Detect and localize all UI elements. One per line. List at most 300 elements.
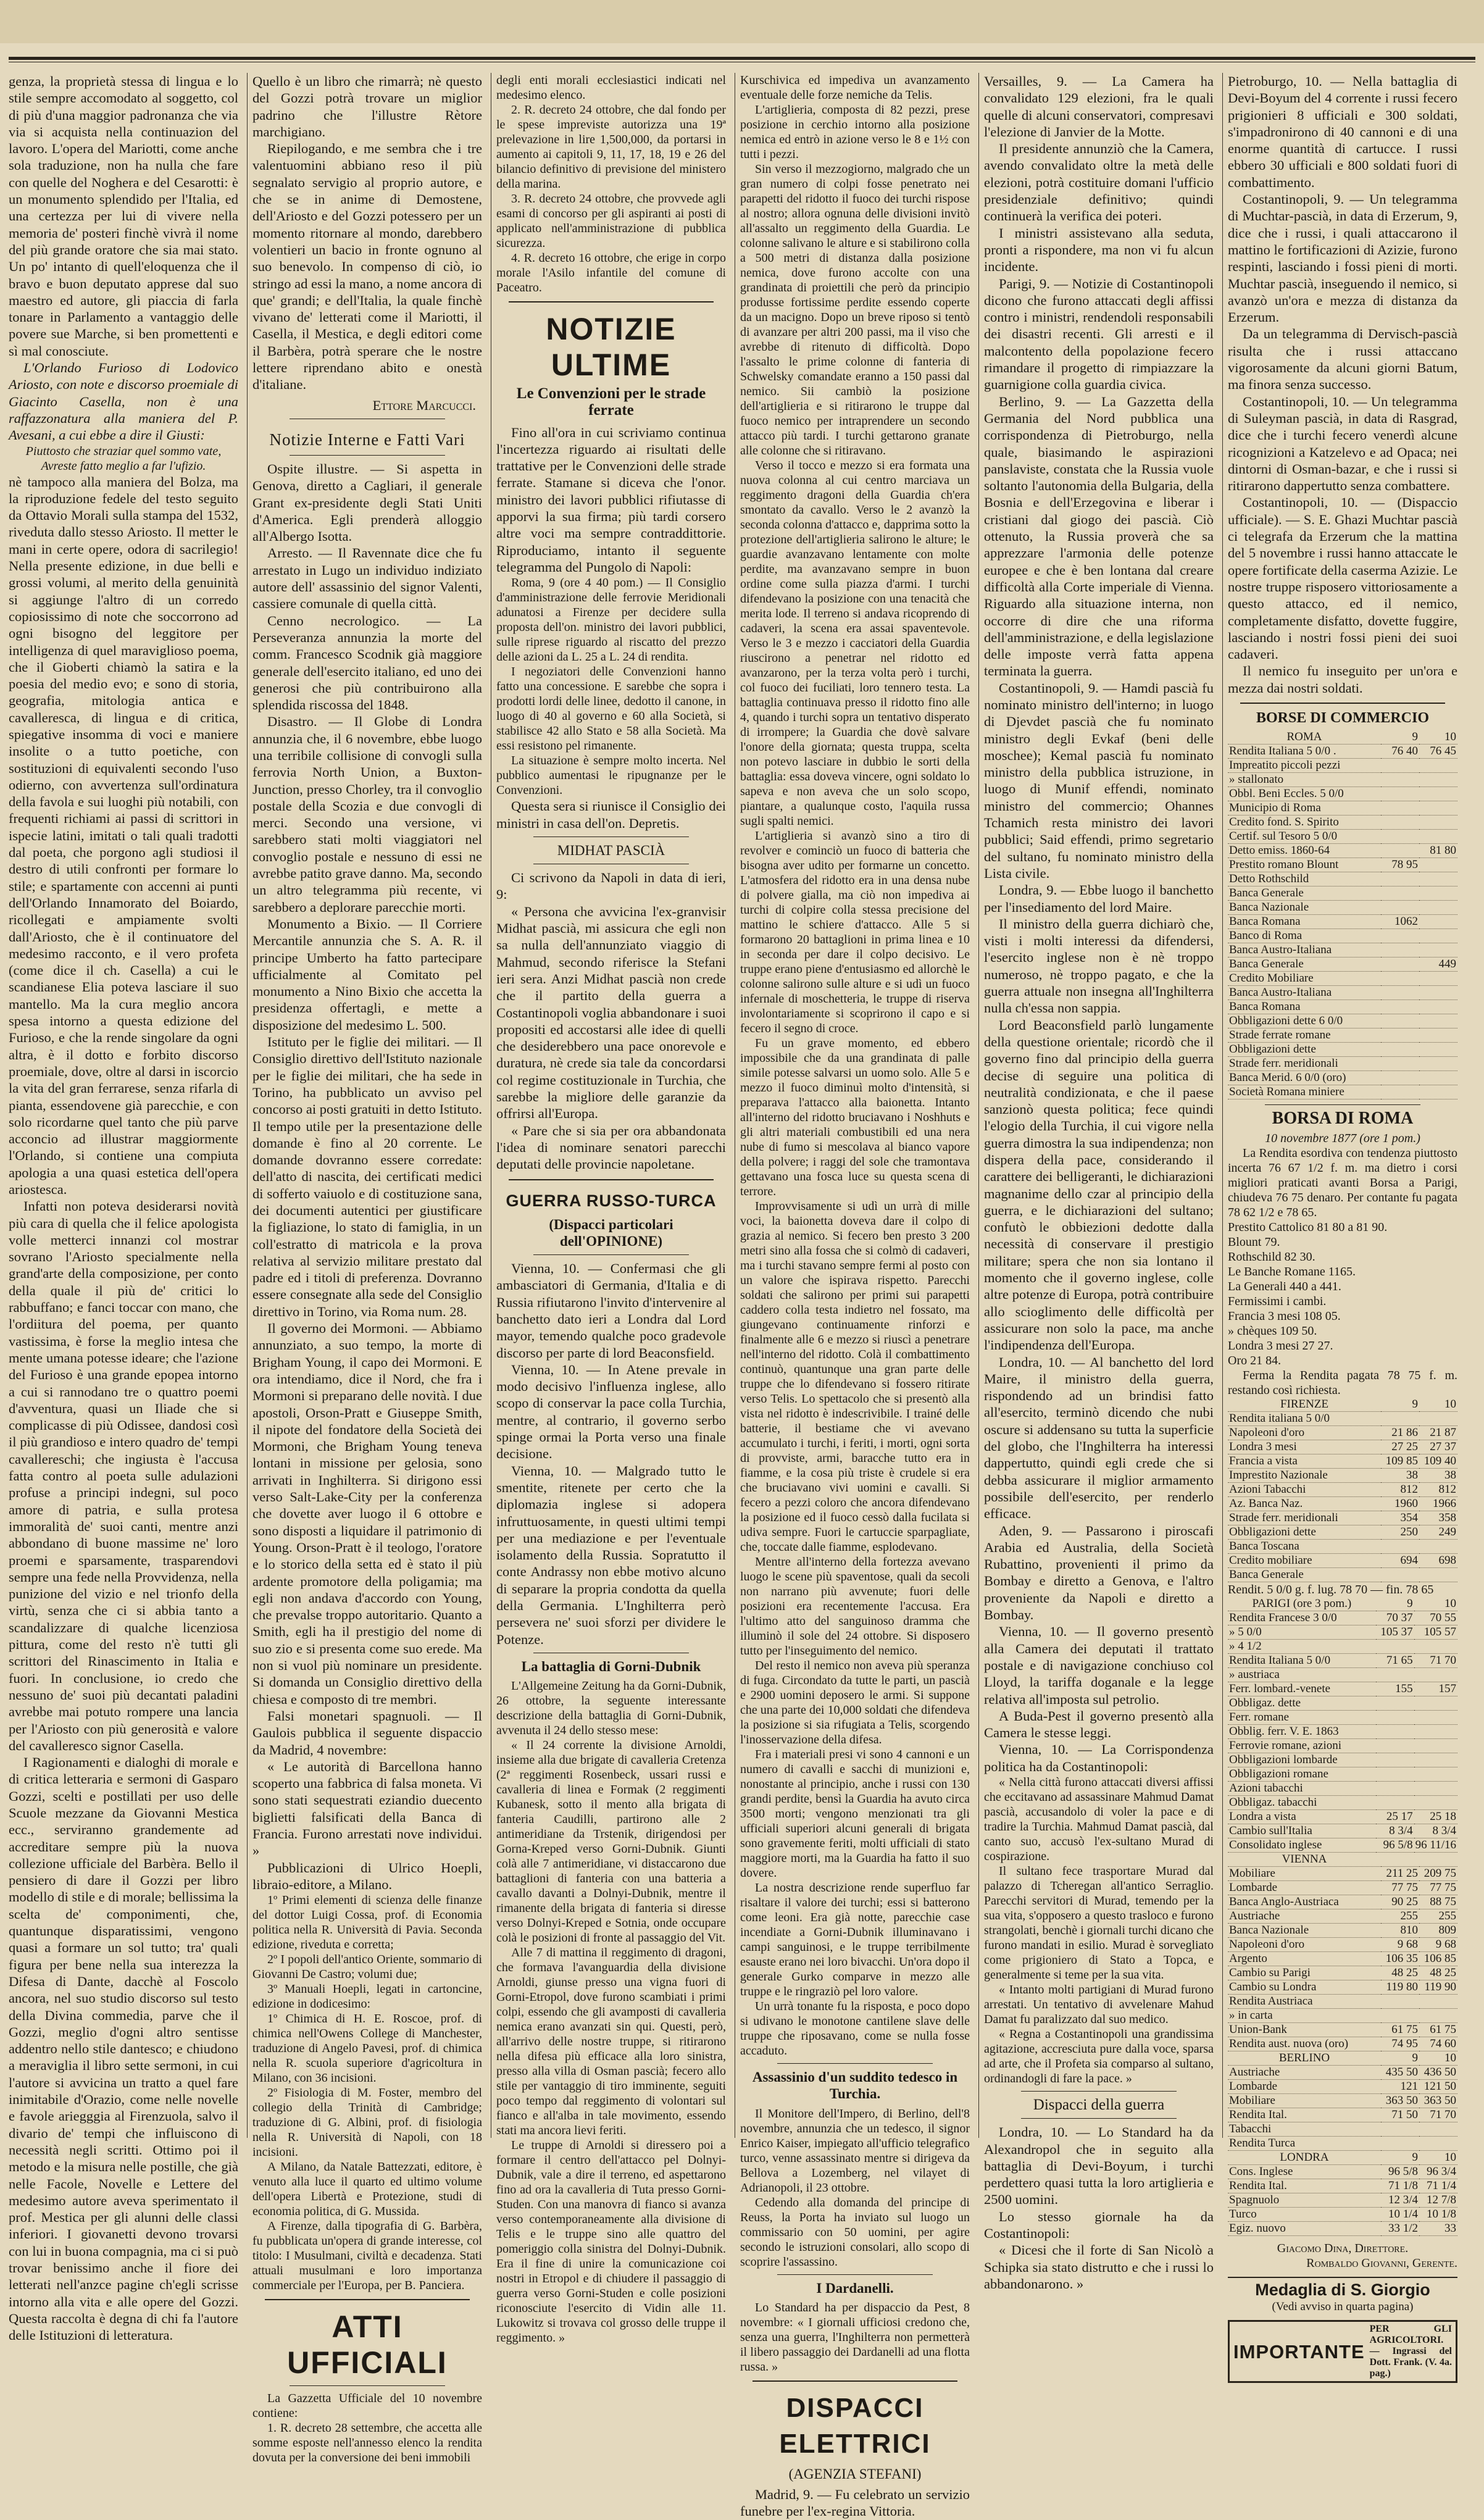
- table-cell: 694: [1381, 1553, 1419, 1567]
- table-cell: [1419, 830, 1457, 844]
- table-row: [1228, 787, 1457, 801]
- table-header: [1419, 1853, 1457, 1867]
- article-paragraph: L'artiglieria, composta di 82 pezzi, prese posizione in cerchio intorno alla posizione nemica ed entrò in azione verso le 8 e 1½ con tutti i pezzi.: [740, 103, 970, 161]
- table-cell: [1414, 1781, 1457, 1795]
- table-cell: [1381, 1028, 1419, 1043]
- table-cell: Detto Rothschild: [1228, 872, 1381, 887]
- article-paragraph: La nostra descrizione rende superfluo far risaltare il valore dei turchi; essi si batterono come leoni. Era già notte, parecchie case incendiate a Gorni-Dubnik illuminavano i campi sanguinosi, e le truppe terribilmente esauste erano nei loro bivacchi. Un'ora dopo il generale Gurko comparve in mezzo alle truppe e le ringraziò pel loro valore.: [740, 1881, 970, 1998]
- table-cell: [1381, 958, 1419, 972]
- table-row: [1228, 1724, 1457, 1738]
- table-cell: 77 75: [1381, 1880, 1419, 1895]
- table-cell: Az. Banca Naz.: [1228, 1496, 1381, 1511]
- table-cell: [1419, 787, 1457, 801]
- table-cell: [1414, 1710, 1457, 1724]
- rates-table-parigi: [1228, 1597, 1457, 1853]
- market-line: Oro 21 84.: [1228, 1353, 1282, 1367]
- section-heading: Notizie Interne e Fatti Vari: [269, 430, 465, 449]
- article-paragraph: Roma, 9 (ore 4 40 pom.) — Il Consiglio d'amministrazione delle ferrovie Meridionali adunatosi a Firenze per decidere sulla proposta dell'on. ministro dei lavori pubblici, sulle riprese riguardo al riscatto del prezzo delle azioni da L. 25 a L. 24 di rendita.: [496, 576, 726, 664]
- table-row: [1228, 1994, 1457, 2008]
- table-row: [1228, 1496, 1457, 1511]
- table-cell: 8 3/4: [1376, 1824, 1414, 1838]
- table-cell: [1419, 901, 1457, 915]
- article-paragraph: Questa sera si riunisce il Consiglio dei ministri in casa dell'on. Depretis.: [496, 798, 726, 831]
- table-cell: Rendita Turca: [1228, 2136, 1381, 2150]
- table-row: [1228, 1411, 1457, 1425]
- table-cell: Ferr. romane: [1228, 1710, 1376, 1724]
- table-cell: [1414, 1724, 1457, 1738]
- table-row: [1228, 1682, 1457, 1696]
- table-cell: 810: [1381, 1923, 1419, 1937]
- table-cell: [1419, 1028, 1457, 1043]
- table-cell: 71 70: [1419, 2108, 1457, 2122]
- table-header: 10: [1419, 730, 1457, 745]
- table-cell: [1419, 759, 1457, 773]
- section-title-atti: ATTI UFFICIALI: [287, 2309, 448, 2380]
- table-row: [1228, 2193, 1457, 2207]
- table-cell: Società Romana miniere: [1228, 1085, 1381, 1099]
- table-cell: [1414, 1738, 1457, 1753]
- news-item: Falsi monetari spagnuoli. — Il Gaulois pubblica il seguente dispaccio da Madrid, 4 novembre:: [252, 1708, 482, 1758]
- table-row: [1228, 2136, 1457, 2150]
- table-cell: 76 45: [1419, 745, 1457, 759]
- table-cell: Banco di Roma: [1228, 929, 1381, 943]
- director-line: Giacomo Dina, Direttore.: [1277, 2241, 1409, 2255]
- table-cell: [1381, 1071, 1419, 1085]
- table-cell: [1381, 887, 1419, 901]
- table-header-row: [1228, 730, 1457, 745]
- news-item: A Milano, da Natale Battezzati, editore, è venuto alla luce il quarto ed ultimo volume dell'opera Libertà e Protezione, studi di economia politica, di G. Mussida.: [252, 2160, 482, 2219]
- table-cell: Rendita Austriaca: [1228, 1994, 1381, 2008]
- rates-table-roma: [1228, 730, 1457, 1099]
- table-cell: [1381, 787, 1419, 801]
- table-cell: [1376, 1696, 1414, 1710]
- table-cell: 12 7/8: [1419, 2193, 1457, 2207]
- table-cell: 698: [1419, 1553, 1457, 1567]
- article-signature: Ettore Marcucci.: [372, 397, 476, 413]
- table-header: BERLINO: [1228, 2051, 1381, 2066]
- table-cell: [1381, 901, 1419, 915]
- news-item: Istituto per le figlie dei militari. — Il Consiglio direttivo dell'Istituto nazionale per le figlie dei militari, che ha sede in Torino, ha pubblicato un avviso pel concorso ai posti gratuiti in detto Istituto. Il tempo utile per la presentazione delle domande è fino al 20 corrente. Le domande dovranno essere corredate: dell'atto di nascita, dei certificati medici di sofferto vaiuolo e di costituzione sana, dei documenti autentici per giustificare la figliazione, lo stato di famiglia, in un coll'estratto di matricola e la prova relativa al servizio militare prestato dal padre ed i titoli di preferenza. Dovranno essere consegnate alla sede del Consiglio direttivo in Torino, via Roma num. 28.: [252, 1034, 482, 1319]
- table-row: [1228, 1809, 1457, 1824]
- article-paragraph: I negoziatori delle Convenzioni hanno fatto una concessione. E sarebbe che sopra i prodotti lordi delle linee, dedotto il canone, in luogo di 40 al governo e 60 alla Società, si stabilisce 42 allo Stato e 58 alla Società. Ma essi resistono pel rimanente.: [496, 665, 726, 753]
- table-row: [1228, 1753, 1457, 1767]
- table-header: 9: [1376, 1597, 1414, 1611]
- table-cell: [1419, 858, 1457, 872]
- table-row: [1228, 1028, 1457, 1043]
- article-paragraph: Le truppe di Arnoldi si diressero poi a formare il centro dell'attacco pel Dolnyi-Dubnik, vale a dire il terreno, ed aspettarono fino ad ora la cavalleria di Tuta presso Gorni-Studen. Con una manovra di fianco si avanza verso contemporaneamente alla divisione di Telis e le truppe sino alle quattro del pomeriggio colla sinistra del Dolnyi-Dubnik. Era il fine di unire la comunicazione coi nostri in Etropol e di chiudere il passaggio di guerra verso Gorni-Studen e colle posizioni riconosciute l'esercito di Vidin alle 11. Lukowitz si trovava col grosso delle truppe il reggimento. »: [496, 2138, 726, 2345]
- table-cell: [1419, 986, 1457, 1000]
- table-cell: [1381, 1014, 1419, 1028]
- article-paragraph: 4. R. decreto 16 ottobre, che erige in corpo morale l'Asilo infantile del comune di Paceatro.: [496, 251, 726, 294]
- table-cell: [1381, 986, 1419, 1000]
- table-cell: Cambio su Parigi: [1228, 1966, 1381, 1980]
- table-row: [1228, 858, 1457, 872]
- table-cell: [1419, 1043, 1457, 1057]
- table-cell: Rendita Francese 3 0/0: [1228, 1611, 1376, 1625]
- table-row: [1228, 1014, 1457, 1028]
- date-line: 10 novembre 1877 (ore 1 pom.): [1265, 1131, 1420, 1145]
- table-cell: Obbl. Beni Eccles. 5 0/0: [1228, 787, 1381, 801]
- table-cell: [1419, 887, 1457, 901]
- table-row: [1228, 844, 1457, 858]
- table-cell: [1381, 972, 1419, 986]
- table-cell: [1381, 801, 1419, 816]
- news-item: A Firenze, dalla tipografia di G. Barbèra, fu pubblicata un'opera di grande interesse, col titolo: I Musulmani, civiltà e decadenza. Stati attuali musulmani e loro importanza commerciale per l'Europa, per B. Panciera.: [252, 2219, 482, 2293]
- table-row: [1228, 2079, 1457, 2093]
- news-item: 3º Manuali Hoepli, legati in cartoncine, edizione in dodicesimo:: [252, 1982, 482, 2011]
- table-row: [1228, 1071, 1457, 1085]
- manager-line: Rombaldo Giovanni, Gerente.: [1306, 2256, 1457, 2270]
- table-cell: 61 75: [1419, 2022, 1457, 2037]
- table-cell: Azioni Tabacchi: [1228, 1482, 1381, 1496]
- article-paragraph: La situazione è sempre molto incerta. Nel pubblico aumentasi le ripugnanze per le Convenzioni.: [496, 754, 726, 798]
- table-cell: 48 25: [1419, 1966, 1457, 1980]
- market-line: Rendit. 5 0/0 g. f. lug. 78 70 — fin. 78 65: [1228, 1582, 1434, 1596]
- table-cell: [1376, 1639, 1414, 1653]
- table-cell: Banca Generale: [1228, 1567, 1381, 1582]
- table-row: [1228, 1980, 1457, 1994]
- table-cell: Obbligazioni dette 6 0/0: [1228, 1014, 1381, 1028]
- table-cell: Rendita Italiana 5 0/0: [1228, 1653, 1376, 1667]
- table-row: [1228, 1710, 1457, 1724]
- market-line: Fermissimi i cambi.: [1228, 1294, 1327, 1308]
- news-item: Pubblicazioni di Ulrico Hoepli, libraio-editore, a Milano.: [252, 1859, 482, 1892]
- table-cell: [1381, 844, 1419, 858]
- market-report: La Rendita esordiva con tendenza piuttosto incerta 76 67 1/2 f. m. ma dietro i corsi migliori praticati avanti Borsa a Parigi, chiudeva 76 75 denaro. Per contante fu pagata 78 62 1/2 e 78 65.: [1228, 1146, 1457, 1219]
- article-paragraph: 1. R. decreto 28 settembre, che accetta alle somme esposte nell'annesso elenco la rendita dovuta per la conversione dei beni immobili: [252, 2421, 482, 2465]
- table-cell: 76 40: [1381, 745, 1419, 759]
- table-cell: [1381, 816, 1419, 830]
- table-header: 10: [1419, 2051, 1457, 2066]
- table-cell: 71 1/4: [1419, 2179, 1457, 2193]
- table-row: [1228, 2207, 1457, 2221]
- table-cell: [1419, 773, 1457, 787]
- table-cell: 27 25: [1381, 1440, 1419, 1454]
- article-paragraph: genza, la proprietà stessa di lingua e lo stile sempre accomodato al soggetto, col di più d'una maggior padronanza che via via si acquista nella continuazion del lavoro. L'opera del Mariotti, come anche sola traduzione, non ha nulla che fare con quelle del Noghera e del Cesarotti: è un monumento splendido per l'Italia, ed una certezza per lui di vivere nella memoria de' posteri finchè vivrà il nome del più grande oratore che sia mai stato. Un po' intanto di quell'eloquenza che il bravo e buon deputato apprese dal suo maestro ed autore, gli piaccia di farla tonare in Parlamento a vantaggio delle povere sue Marche, si ben promettenti e sì mal conosciute.: [9, 73, 238, 359]
- table-row: [1228, 1895, 1457, 1909]
- table-cell: [1414, 1795, 1457, 1809]
- dispatch: Costantinopoli, 9. — Un telegramma di Muchtar-pascià, in data di Erzerum, 9, dice che i russi, i quali attaccarono il mattino le fortificazioni di Azizie, furono respinti, lasciando i fossi pieni di morti. Muchtar pascià, inseguendo il nemico, si avanzò un'ora e mezza di distanza da Erzerum.: [1228, 191, 1457, 325]
- table-cell: 109 85: [1381, 1454, 1419, 1468]
- table-cell: [1419, 929, 1457, 943]
- article-paragraph: degli enti morali ecclesiastici indicati nel medesimo elenco.: [496, 73, 726, 102]
- table-cell: 105 57: [1414, 1625, 1457, 1639]
- table-cell: » 4 1/2: [1228, 1639, 1376, 1653]
- table-header-row: [1228, 1853, 1457, 1867]
- table-cell: Obbligazioni dette: [1228, 1525, 1381, 1539]
- table-row: [1228, 1625, 1457, 1639]
- table-cell: Obbligazioni lombarde: [1228, 1753, 1376, 1767]
- table-row: [1228, 1482, 1457, 1496]
- market-report: Ferma la Rendita pagata 78 75 f. m. restando così richiesta.: [1228, 1368, 1457, 1397]
- table-row: [1228, 830, 1457, 844]
- table-cell: Napoleoni d'oro: [1228, 1937, 1381, 1951]
- article-paragraph: Lo Standard ha per dispaccio da Pest, 8 novembre: « I giornali ufficiosi credono che, senza una guerra, l'Inghilterra non permetterà il libero passaggio dei Dardanelli ad una flotta russa. »: [740, 2300, 970, 2374]
- table-cell: Strade ferr. meridionali: [1228, 1057, 1381, 1071]
- article-paragraph: Infatti non poteva desiderarsi novità più cara di quella che il felice apologista volle metterci innanzi col mostrar sovrano l'Ariosto specialmente nella grand'arte della composizione, per conto della quale il più de' critici lo rabbuffano; e fanci toccar con mano, che l'ordiitura del poema, per quanto vastissima, è forse la meglio intesa che mente umana potesse ideare; che l'azione del Furioso è una grande epopea intorno a cui si rannodano tre o quattro poemi d'avventura, quasi un Iliade che si complicasse di più Odissee, dandosi così il più grandioso e intero quadro de' tempi cavallereschi; che ingiusta è l'accusa fatta contro al poeta sulle adulazioni profuse a principi indegni, sul poco amore di patria, e sulla protesa immoralità de' suoi canti, mentre anzi abbondano di buone massime ne' loro proemi e sparsamente, trasparendovi sempre una fede nella Provvidenza, nella punizione del vizio e nel trionfo della virtù, senza che ci si abbia tanto a scandalizzare di qualche licenziosa pittura, come del resto n'è tutti gli scrittori del Rinascimento in Italia e fuori. In conclusione, io credo che nessuno de' suoi più decantati paladini avrebbe mai potuto rompere una lancia per l'Ariosto con più generosità e valore del cavalleresco signor Casella.: [9, 1198, 238, 1753]
- table-cell: Ferrovie romane, azioni: [1228, 1738, 1376, 1753]
- table-cell: 25 17: [1376, 1809, 1414, 1824]
- dispatch: Vienna, 10. — Il governo presentò alla Camera dei deputati il trattato postale e di navigazione conchiuso col Lloyd, la tariffa doganale e la legge relativa all'imposta sul petrolio.: [984, 1624, 1214, 1707]
- table-cell: 157: [1414, 1682, 1457, 1696]
- rates-table-berlino: [1228, 2051, 1457, 2151]
- article-paragraph: « Il 24 corrente la divisione Arnoldi, insieme alla due brigate di cavalleria Cretenza (2ª reggimenti Rosenbeck, ussari russi e cavalleria di linea e Formak (2 reggimenti Kubanesk, sotto il mento alla brigata di fanteria Caudilli, partirono alle 2 antimeridiane da Trstenik, dirigendosi per Gorna-Kreped verso Gorni-Dubnik. Giunti colà alle 7 antimeridiane, vi distaccarono due battaglioni di fanteria con una batteria a cavallo davanti a Dolnyi-Dubnik, mentre il rimanente della brigata di fanteria si diresse verso Dolnyi-Kreped e Sotnia, onde occupare colà le posizioni di fronte al passaggio del Vit.: [496, 1738, 726, 1945]
- table-cell: 33 1/2: [1381, 2221, 1419, 2235]
- table-cell: 61 75: [1381, 2022, 1419, 2037]
- news-item: Disastro. — Il Globe di Londra annunzia che, il 6 novembre, ebbe luogo una terribile collisione di convogli sulla ferrovia North Union, a Buxton-Junction, presso Chorley, tra il convoglio postale della Scozia e due convogli di merci. Secondo una versione, vi sarebbero stati molti viaggiatori nel convoglio postale e nessuno di essi ne avrebbe patito grave danno. Ma, secondo un altro telegramma più recente, vi sarebbero a deplorare parecchie morti.: [252, 714, 482, 915]
- table-header-row: [1228, 1597, 1457, 1611]
- dispatch: A Buda-Pest il governo presentò alla Camera le stesse leggi.: [984, 1708, 1214, 1741]
- table-cell: Cambio sull'Italia: [1228, 1824, 1376, 1838]
- table-cell: 354: [1381, 1511, 1419, 1525]
- table-cell: 363 50: [1419, 2093, 1457, 2108]
- table-cell: Rendita Ital.: [1228, 2108, 1381, 2122]
- table-row: [1228, 986, 1457, 1000]
- article-paragraph: 2. R. decreto 24 ottobre, che dal fondo per le spese impreviste autorizza una 19ª prelevazione in lire 1,500,000, da portarsi in aumento ai capitoli 9, 11, 17, 18, 19 e 26 del bilancio definitivo di previsione del ministero della marina.: [496, 103, 726, 191]
- table-row: [1228, 1454, 1457, 1468]
- article-paragraph: La Gazzetta Ufficiale del 10 novembre contiene:: [252, 2392, 482, 2421]
- dispatch: Lord Beaconsfield parlò lungamente della questione orientale; ricordò che il governo fino dal principio della guerra decise di seguire una politica di neutralità condizionata, e che il paese sanzionò questa politica; fece quindi l'elogio della Turchia, il cui vigore nella guerra dimostra la sua indipendenza; non dispera della pace, considerando il carattere dei belligeranti, le dichiarazioni magnanime dello czar al principio della guerra, e le dichiarazioni del sultano; confutò le obbiezioni dedotte dalla necessità di conservare il prestigio militare; spera che non sia lontano il momento che il governo inglese, colle altre potenze di Europa, potrà contribuire allo scioglimento delle difficoltà per assicurare non solo la pace, ma anche l'indipendenza dell'Europa.: [984, 1017, 1214, 1353]
- section-subtitle: Le Convenzioni per le strade ferrate: [516, 385, 706, 419]
- separator: [1021, 2118, 1177, 2119]
- article-paragraph: Vienna, 10. — Malgrado tutto le smentite, ritenete per certo che la diplomazia inglese si adopera infruttuosamente, in questi ultimi tempi per una mediazione e per l'eventuale isolamento della Russia. Sopratutto il conte Andrassy non ebbe motivo alcuno di separare la propria condotta da quella della Germania. L'Inghilterra però persevera ne' suoi sforzi per dividere le Potenze.: [496, 1462, 726, 1647]
- table-header: 10: [1414, 1597, 1457, 1611]
- ad-importante-title: IMPORTANTE: [1233, 2340, 1365, 2363]
- table-header-row: [1228, 1398, 1457, 1412]
- table-header: 10: [1419, 2151, 1457, 2165]
- separator: [533, 1254, 689, 1255]
- table-row: [1228, 887, 1457, 901]
- section-subtitle: (Dispacci particolari dell'OPINIONE): [549, 1216, 673, 1249]
- table-cell: 21 87: [1419, 1425, 1457, 1440]
- table-cell: » 5 0/0: [1228, 1625, 1376, 1639]
- market-line: Prestito Cattolico 81 80 a 81 90.: [1228, 1220, 1388, 1234]
- table-row: [1228, 1824, 1457, 1838]
- separator: [290, 455, 445, 456]
- table-row: [1228, 972, 1457, 986]
- table-cell: Prestito romano Blount: [1228, 858, 1381, 872]
- table-cell: 90 25: [1381, 1895, 1419, 1909]
- table-cell: Mobiliare: [1228, 2093, 1381, 2108]
- table-cell: [1419, 1071, 1457, 1085]
- table-cell: Municipio di Roma: [1228, 801, 1381, 816]
- table-cell: [1419, 1539, 1457, 1553]
- table-row: [1228, 1525, 1457, 1539]
- table-cell: [1419, 2122, 1457, 2136]
- table-cell: 250: [1381, 1525, 1419, 1539]
- table-cell: 71 50: [1381, 2108, 1419, 2122]
- table-cell: [1419, 816, 1457, 830]
- article-paragraph: Riepilogando, e me sembra che i tre valentuomini abbiano reso il più segnalato servigio al proprio autore, e che se in anime di Demostene, dell'Ariosto e del Gozzi potessero per un momento ritornare al mondo, darebbero volentieri un bacio in fronte ognuno al suo benevolo. In compenso di ciò, io stringo ad essi la mano, a nome ancora di que' grandi; e dell'Italia, la quale finchè vivano de' letterati come il Mariotti, il Casella, il Mestica, e degli editori come il Barbèra, potrà sperare che le nostre lettere riprendano abito e onestà d'italiane.: [252, 141, 482, 393]
- news-item: Arresto. — Il Ravennate dice che fu arrestato in Lugo un individuo indiziato autore dell' assassinio del signor Valenti, cassiere comunale di quella città.: [252, 545, 482, 612]
- table-cell: 71 65: [1376, 1653, 1414, 1667]
- rates-table-vienna: [1228, 1853, 1457, 2051]
- stock-exchange-heading: BORSE DI COMMERCIO: [1256, 709, 1430, 726]
- table-cell: [1381, 1994, 1419, 2008]
- article-heading: La battaglia di Gorni-Dubnik: [521, 1658, 701, 1674]
- ad-importante: [1228, 2320, 1457, 2383]
- table-cell: [1376, 1738, 1414, 1753]
- table-row: [1228, 1781, 1457, 1795]
- table-cell: [1381, 773, 1419, 787]
- dispatch: I ministri assistevano alla seduta, pronti a rispondere, ma non vi fu alcun incidente.: [984, 225, 1214, 275]
- table-cell: [1419, 872, 1457, 887]
- dispatch: Londra, 10. — Lo Standard ha da Alexandropol che in seguito alla battaglia di Devi-Boyum, i turchi perdettero quasi tutta la loro artiglieria e 2500 uomini.: [984, 2124, 1214, 2208]
- news-item: 1º Primi elementi di scienza delle finanze del dottor Luigi Cossa, prof. di Economia politica nella R. Università di Pavia. Seconda edizione, riveduta e corretta;: [252, 1893, 482, 1952]
- table-row: [1228, 1085, 1457, 1099]
- article-paragraph: Fino all'ora in cui scriviamo continua l'incertezza riguardo ai risultati delle trattative per le Convenzioni delle strade ferrate. Stamane si diceva che l'onor. ministro dei lavori pubblici rifiutasse di apporvi la sua firma; più tardi corsero altre voci ma sempre contraddittorie. Riproduciamo, intanto il seguente telegramma del Pungolo di Napoli:: [496, 424, 726, 575]
- table-cell: 249: [1419, 1525, 1457, 1539]
- table-cell: [1419, 1014, 1457, 1028]
- market-line: Francia 3 mesi 108 05.: [1228, 1309, 1341, 1323]
- table-row: [1228, 1667, 1457, 1682]
- table-cell: » in carta: [1228, 2008, 1381, 2022]
- table-header: VIENNA: [1228, 1853, 1381, 1867]
- table-row: [1228, 2093, 1457, 2108]
- table-cell: 119 90: [1419, 1980, 1457, 1994]
- table-cell: [1419, 943, 1457, 958]
- table-row: [1228, 2008, 1457, 2022]
- table-row: [1228, 2164, 1457, 2179]
- table-cell: [1419, 1994, 1457, 2008]
- table-row: [1228, 1923, 1457, 1937]
- article-paragraph: Cedendo alla domanda del principe di Reuss, la Porta ha inviato sul luogo un commissario con 50 uomini, per agire secondo le istruzioni consolari, allo scopo di scoprire l'assassino.: [740, 2195, 970, 2269]
- table-row: [1228, 1795, 1457, 1809]
- article-paragraph: Del resto il nemico non aveva più speranza di fuga. Circondato da tutte le parti, un pascià e 2900 uomini deposero le armi. Si suppone che una parte dei 10,000 soldati che difendeva la posizione si sia rifugiata a Telis, scorgendo l'inosservazione della difesa.: [740, 1659, 970, 1746]
- news-item: 2º Fisiologia di M. Foster, membro del collegio della Trinità di Cambridge; traduzione di G. Albini, prof. di fisiologia nella R. Università di Napoli, con 18 incisioni.: [252, 2086, 482, 2159]
- table-header: PARIGI (ore 3 pom.): [1228, 1597, 1376, 1611]
- table-cell: [1381, 1567, 1419, 1582]
- table-cell: Lombarde: [1228, 2079, 1381, 2093]
- table-cell: [1414, 1767, 1457, 1781]
- table-cell: Azioni tabacchi: [1228, 1781, 1376, 1795]
- news-item: 1º Chimica di H. E. Roscoe, prof. di chimica nell'Owens College di Manchester, traduzione di Angelo Pavesi, prof. di chimica nella R. scuola superiore d'agricoltura in Milano, con 36 incisioni.: [252, 2012, 482, 2085]
- dispatch: « Regna a Costantinopoli una grandissima agitazione, accresciuta pure dalla voce, sparsa ad arte, che il Profeta sia comparso al sultano, ordinandogli di fare la pace. »: [984, 2027, 1214, 2085]
- table-cell: 70 37: [1376, 1611, 1414, 1625]
- separator: [1240, 703, 1445, 704]
- table-header: FIRENZE: [1228, 1398, 1381, 1412]
- table-cell: [1381, 943, 1419, 958]
- news-item: « Le autorità di Barcellona hanno scoperto una fabbrica di falsa moneta. Vi sono stati sequestrati eziandio duecento biglietti falsificati della Banca di Francia. Furono arrestati nove individui. »: [252, 1758, 482, 1859]
- header-rule: [9, 57, 1475, 60]
- table-cell: [1381, 2008, 1419, 2022]
- table-cell: [1376, 1724, 1414, 1738]
- dispatch: Il nemico fu inseguito per un'ora e mezza dai nostri soldati.: [1228, 663, 1457, 696]
- table-cell: Argento: [1228, 1951, 1381, 1966]
- table-cell: [1419, 1000, 1457, 1014]
- article-paragraph: Quello è un libro che rimarrà; nè questo del Gozzi potrà trovare un miglior padrino che l'illustre Rètore marchigiano.: [252, 73, 482, 140]
- table-cell: [1381, 1539, 1419, 1553]
- table-cell: Strade ferr. meridionali: [1228, 1511, 1381, 1525]
- table-row: [1228, 915, 1457, 929]
- table-header: 10: [1419, 1398, 1457, 1412]
- column-3: [496, 73, 726, 2345]
- news-item: Il governo dei Mormoni. — Abbiamo annunziato, a suo tempo, la morte di Brigham Young, il capo dei Mormoni. E ora intendiamo, dice il Nord, che fra i Mormoni si preparano delle novità. I due apostoli, Orson-Pratt e Giuseppe Smith, il nipote del fondatore della Società dei Mormoni, che Brigham Young teneva lontani in missione per gelosia, sono arrivati in Inghilterra. Si dirigono essi verso Salt-Lake-City per la conferenza che dovette aver luogo il 6 ottobre e sono disposti a liquidare il patrimonio di Young. Orson-Pratt è il teologo, l'oratore e lo storico della setta ed è stato il più ardente promotore della poligamia; ma egli non andava d'accordo con Young, che prevalse troppo autoritario. Quanto a Smith, egli ha il prestigio del nome di suo zio e si presenta come suo erede. Ma non si vuol più nominare un presidente. Si domanda un Consiglio direttivo della chiesa e composto di tre membri.: [252, 1320, 482, 1707]
- table-row: [1228, 1909, 1457, 1923]
- article-paragraph: Vienna, 10. — Confermasi che gli ambasciatori di Germania, d'Italia e di Russia rifiutarono l'invito d'intervenire al banchetto dato ieri a Londra dal Lord mayor, temendo qualche poco gradevole discorso per parte di lord Beaconsfield.: [496, 1261, 726, 1361]
- table-cell: Rendita aust. nuova (oro): [1228, 2037, 1381, 2051]
- separator: [1021, 2091, 1177, 2092]
- table-cell: [1381, 2136, 1419, 2150]
- table-cell: Imprestito Nazionale: [1228, 1468, 1381, 1482]
- table-cell: 9 68: [1381, 1937, 1419, 1951]
- ad-importante-text: PER GLI AGRICOLTORI. — Ingrassi del Dott. Frank. (V. 4a. pag.): [1369, 2324, 1452, 2379]
- table-cell: Rendita Italiana 5 0/0 .: [1228, 745, 1381, 759]
- article-paragraph: Alle 7 di mattina il reggimento di dragoni, che formava l'avanguardia della divisione Arnoldi, giunse presso una vigna fuori di Gorni-Etropol, dove furono scambiati i primi colpi, essendo che gli avamposti di cavalleria nemica erano avanzati sin qui. Questi, però, all'arrivo delle nostre truppe, si ritirarono nella difesa più efficace alla loro sinistra, presso alla villa di Osman pascià; fecero allo stile per vantaggio di tiro imminente, seguiti poco tempo dal reggimento di volontari sul fianco e all'alba in tale movimento, essendo stati ma ancora lievi feriti.: [496, 1946, 726, 2138]
- article-paragraph: L'Allgemeine Zeitung ha da Gorni-Dubnik, 26 ottobre, la seguente interessante descrizione della battaglia di Gorni-Dubnik, avvenuta il 24 dello stesso mese:: [496, 1679, 726, 1738]
- table-cell: 96 5/8: [1381, 2164, 1419, 2179]
- table-cell: 106 35: [1381, 1951, 1419, 1966]
- table-cell: [1419, 1411, 1457, 1425]
- table-cell: 96 3/4: [1419, 2164, 1457, 2179]
- table-cell: [1376, 1795, 1414, 1809]
- dispatch: Da un telegramma di Dervisch-pascià risulta che i russi attaccano vigorosamente da alcuni giorni Batum, ma finora senza successo.: [1228, 326, 1457, 393]
- table-row: [1228, 1866, 1457, 1880]
- table-cell: Rendita Ital.: [1228, 2179, 1381, 2193]
- table-cell: 81 80: [1419, 844, 1457, 858]
- ad-medaglia-note: (Vedi avviso in quarta pagina): [1272, 2300, 1414, 2313]
- table-cell: 358: [1419, 1511, 1457, 1525]
- article-heading: I Dardanelli.: [816, 2280, 894, 2296]
- market-line: La Generali 440 a 441.: [1228, 1279, 1341, 1293]
- table-cell: Banca Nazionale: [1228, 901, 1381, 915]
- verse-quote: Piuttosto che straziar quel sommo vate, Avreste fatto meglio a far l'ufizio.: [25, 444, 222, 473]
- table-cell: Turco: [1228, 2207, 1381, 2221]
- market-line: Le Banche Romane 1165.: [1228, 1264, 1356, 1279]
- table-row: [1228, 2179, 1457, 2193]
- table-cell: Obbligaz. tabacchi: [1228, 1795, 1376, 1809]
- table-cell: 48 25: [1381, 1966, 1419, 1980]
- article-paragraph: Vienna, 10. — In Atene prevale in modo decisivo l'influenza inglese, allo scopo di conservar la pace colla Turchia, mentre, al contrario, il governo serbo spinge ormai la Porta verso una finale decisione.: [496, 1361, 726, 1462]
- table-cell: 71 1/8: [1381, 2179, 1419, 2193]
- table-row: [1228, 958, 1457, 972]
- table-row: [1228, 1966, 1457, 1980]
- table-cell: 1966: [1419, 1496, 1457, 1511]
- table-cell: 77 75: [1419, 1880, 1457, 1895]
- article-heading: MIDHAT PASCIÀ: [557, 842, 665, 858]
- dispatch: Aden, 9. — Passarono i piroscafi Arabia ed Australia, della Società Rubattino, provenienti il primo da Bombay e diretto a Genova, e l'altro proveniente da Napoli e diretto a Bombay.: [984, 1522, 1214, 1623]
- table-row: [1228, 1611, 1457, 1625]
- table-row: [1228, 816, 1457, 830]
- table-cell: 21 86: [1381, 1425, 1419, 1440]
- page-top-margin: [0, 0, 1484, 43]
- news-item: Cenno necrologico. — La Perseveranza annunzia la morte del comm. Francesco Scodnik già maggiore generale dell'esercito italiano, ed uno dei generosi che più contribuirono alla splendida riscossa del 1848.: [252, 612, 482, 713]
- table-cell: [1419, 1085, 1457, 1099]
- table-row: [1228, 1440, 1457, 1454]
- table-cell: 27 37: [1419, 1440, 1457, 1454]
- table-cell: 74 95: [1381, 2037, 1419, 2051]
- market-line: Blount 79.: [1228, 1235, 1280, 1249]
- table-cell: 255: [1381, 1909, 1419, 1923]
- table-cell: Strade ferrate romane: [1228, 1028, 1381, 1043]
- news-item: Monumento a Bixio. — Il Corriere Mercantile annunzia che S. A. R. il principe Umberto ha fatto partecipare ufficialmente al Comitato pel monumento a Nino Bixio che accetta la presidenza offertagli, e mette a disposizione del medesimo L. 500.: [252, 916, 482, 1033]
- table-cell: 109 40: [1419, 1454, 1457, 1468]
- dispatch: Pietroburgo, 10. — Nella battaglia di Devi-Boyum del 4 corrente i russi fecero prigionieri 8 ufficiali e 300 soldati, s'impadronirono di 40 cannoni e di una enorme quantità di cartucce. I russi ebbero 30 ufficiali e 800 soldati fuori di combattimento.: [1228, 73, 1457, 190]
- ad-medaglia: Medaglia di S. Giorgio: [1228, 2277, 1457, 2298]
- separator: [290, 2385, 445, 2386]
- dispatch: Parigi, 9. — Notizie di Costantinopoli dicono che furono attaccati degli affissi contro i ministri, rendendoli responsabili dei disastri recenti. Gli arresti e il malcontento della popolazione fecero rimandare il progetto di rimpiazzare la guarnigione colla guardia civica.: [984, 275, 1214, 393]
- separator: [265, 2299, 470, 2300]
- column-4: [740, 73, 970, 2519]
- table-cell: Tabacchi: [1228, 2122, 1381, 2136]
- table-cell: [1414, 1753, 1457, 1767]
- article-paragraph: « Pare che si sia per ora abbandonata l'idea di nominare senatori parecchi deputati delle provincie napoletane.: [496, 1122, 726, 1172]
- article-paragraph: Il Monitore dell'Impero, di Berlino, dell'8 novembre, annunzia che un tedesco, il signor Enrico Kaiser, impiegato all'ufficio telegrafico turco, venne assassinato mentre si dirigeva da Bellova a Lozemberg, nel vilayet di Adrianopoli, il 23 ottobre.: [740, 2106, 970, 2195]
- table-cell: 1960: [1381, 1496, 1419, 1511]
- dispatch: Londra, 10. — Al banchetto del lord Maire, il ministro della guerra, rispondendo ad un brindisi fatto all'esercito, terminò dicendo che nubi oscure si addensano su tutta la superficie del globo, che l'Inghilterra ha interessi dappertutto, quindi egli crede che si debba assicurare il miglior armamento possibile dell'esercito, per renderlo efficace.: [984, 1354, 1214, 1522]
- table-cell: Banca Nazionale: [1228, 1923, 1381, 1937]
- table-cell: Austriache: [1228, 2065, 1381, 2079]
